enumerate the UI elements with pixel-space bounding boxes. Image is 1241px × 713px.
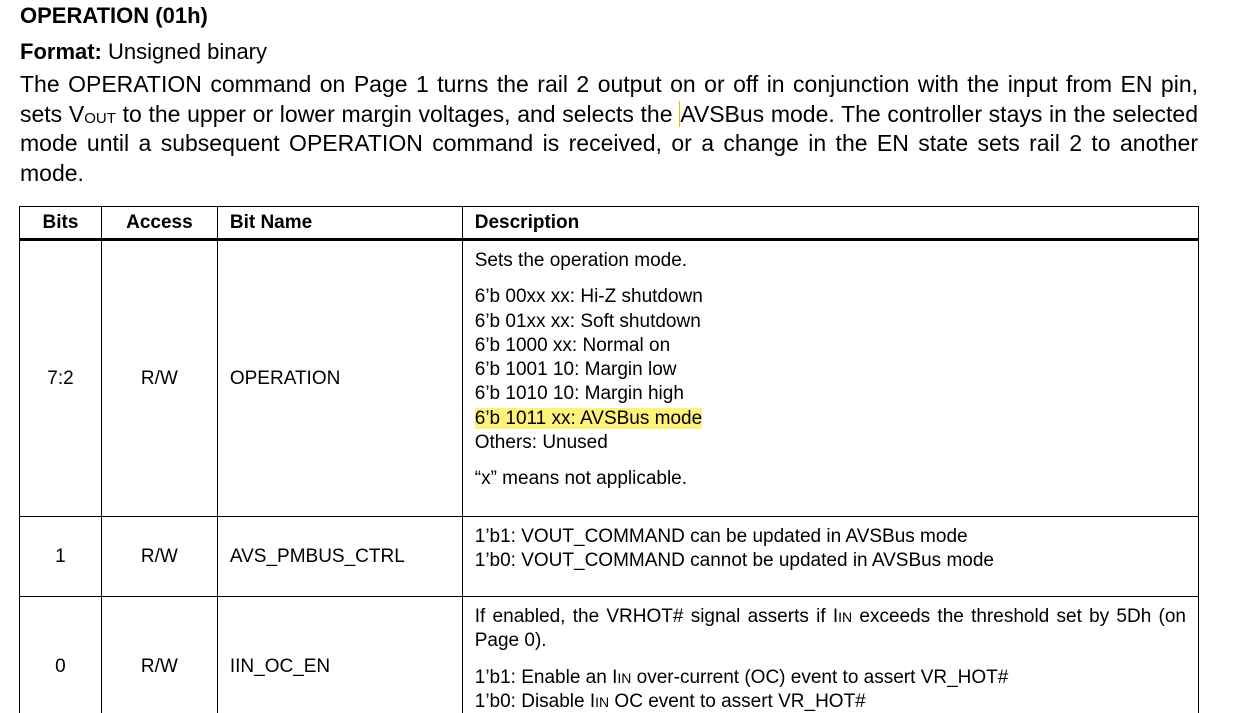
cell-bits: 1 bbox=[20, 517, 102, 597]
cell-bits: 0 bbox=[20, 597, 102, 713]
table-row bbox=[20, 597, 1199, 713]
cell-description bbox=[462, 240, 1198, 517]
table-header-row bbox=[20, 207, 1199, 240]
header-bits: Bits bbox=[20, 207, 102, 240]
section-heading: OPERATION (01h) bbox=[20, 3, 208, 28]
cell-bit-name: OPERATION bbox=[217, 240, 462, 517]
desc-text: 1’b0: Disable I bbox=[474, 690, 596, 712]
format-line bbox=[20, 38, 1200, 66]
desc-line: 1’b1: VOUT_COMMAND can be updated in AVSBus mode bbox=[474, 526, 968, 547]
desc-text: over-current (OC) event to assert VR_HOT# bbox=[631, 666, 1009, 688]
format-value: Unsigned binary bbox=[108, 39, 267, 64]
cell-bit-name: AVS_PMBUS_CTRL bbox=[217, 517, 462, 597]
cell-access: R/W bbox=[101, 517, 217, 597]
desc-subscript: IN bbox=[838, 609, 853, 625]
cell-bits: 7:2 bbox=[20, 240, 102, 517]
mode-line: 6’b 1010 10: Margin high bbox=[474, 383, 684, 405]
desc-line bbox=[475, 690, 1186, 713]
desc-paragraph bbox=[475, 605, 1186, 654]
cell-description bbox=[462, 517, 1198, 597]
mode-line: Others: Unused bbox=[474, 432, 608, 454]
desc-note: “x” means not applicable. bbox=[474, 468, 688, 490]
desc-text: If enabled, the VRHOT# signal asserts if I bbox=[474, 606, 839, 627]
desc-subscript: IN bbox=[595, 693, 610, 710]
mode-line: 6’b 1001 10: Margin low bbox=[474, 359, 677, 381]
table-row bbox=[20, 517, 1199, 597]
desc-intro: Sets the operation mode. bbox=[474, 250, 688, 271]
header-description: Description bbox=[462, 207, 1198, 240]
highlighted-mode-line: 6’b 1011 xx: AVSBus mode bbox=[474, 407, 703, 429]
intro-text-3: AVSBus mode. The controller stays in the selected mode until a subsequent OPERATION command is received, or a change in the EN state sets rail 2 to another mode. bbox=[20, 100, 1198, 186]
desc-subscript: IN bbox=[617, 669, 632, 686]
desc-text: exceeds the threshold set by 5Dh (on Page 0). bbox=[474, 606, 1186, 652]
format-label: Format: bbox=[20, 39, 102, 64]
desc-line: 1’b0: VOUT_COMMAND cannot be updated in AVSBus mode bbox=[474, 550, 994, 572]
register-table bbox=[19, 206, 1199, 713]
table-row bbox=[20, 240, 1199, 517]
desc-text: OC event to assert VR_HOT# bbox=[609, 690, 866, 712]
cell-access: R/W bbox=[101, 240, 217, 517]
cell-access: R/W bbox=[101, 597, 217, 713]
desc-line bbox=[475, 666, 1186, 690]
header-access: Access bbox=[101, 207, 217, 240]
header-bit-name: Bit Name bbox=[217, 207, 462, 240]
intro-text-1: The OPERATION command on Page 1 turns the rail 2 output on or off in conjunction with the input from EN pin, sets V bbox=[20, 71, 1198, 127]
intro-paragraph bbox=[20, 70, 1198, 188]
intro-text-2: to the upper or lower margin voltages, and selects the bbox=[115, 100, 680, 127]
mode-line: 6’b 01xx xx: Soft shutdown bbox=[474, 310, 701, 332]
cell-description bbox=[462, 597, 1198, 713]
cell-bit-name: IIN_OC_EN bbox=[217, 597, 462, 713]
mode-line: 6’b 1000 xx: Normal on bbox=[474, 334, 671, 356]
desc-text: 1’b1: Enable an I bbox=[474, 666, 618, 688]
mode-line: 6’b 00xx xx: Hi-Z shutdown bbox=[474, 286, 703, 308]
document-page bbox=[20, 2, 1200, 188]
intro-subscript: OUT bbox=[84, 109, 116, 127]
